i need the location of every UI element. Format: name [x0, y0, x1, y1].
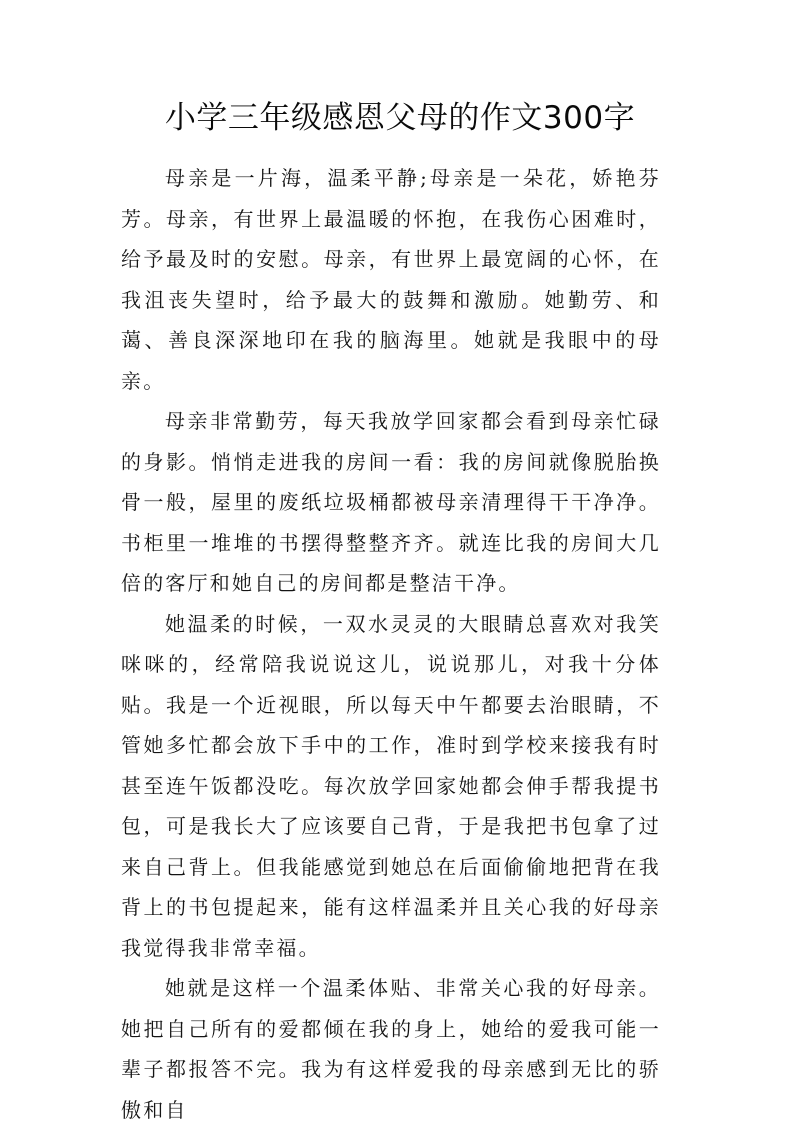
document-body	[121, 158, 661, 1130]
document-title: 小学三年级感恩父母的作文300字	[164, 100, 636, 136]
paragraph-4: 她就是这样一个温柔体贴、非常关心我的好母亲。她把自己所有的爱都倾在我的身上，她给的爱我可能一辈子都报答不完。我为有这样爱我的母亲感到无比的骄傲和自	[121, 976, 661, 1122]
paragraph-2: 母亲非常勤劳，每天我放学回家都会看到母亲忙碌的身影。悄悄走进我的房间一看：我的房间就像脱胎换骨一般，屋里的废纸垃圾桶都被母亲清理得干干净净。书柜里一堆堆的书摆得整整齐齐。就连比我的房间大几倍的客厅和她自己的房间都是整洁干净。	[121, 409, 661, 595]
paragraph-3: 她温柔的时候，一双水灵灵的大眼睛总喜欢对我笑咪咪的，经常陪我说说这儿，说说那儿，对我十分体贴。我是一个近视眼，所以每天中午都要去治眼睛，不管她多忙都会放下手中的工作，准时到学校来接我有时甚至连午饭都没吃。每次放学回家她都会伸手帮我提书包，可是我长大了应该要自己背，于是我把书包拿了过来自己背上。但我能感觉到她总在后面偷偷地把背在我背上的书包提起来，能有这样温柔并且关心我的好母亲我觉得我非常幸福。	[121, 611, 661, 960]
paragraph-1: 母亲是一片海，温柔平静;母亲是一朵花，娇艳芬芳。母亲，有世界上最温暖的怀抱，在我伤心困难时，给予最及时的安慰。母亲，有世界上最宽阔的心怀，在我沮丧失望时，给予最大的鼓舞和激励。她勤劳、和蔼、善良深深地印在我的脑海里。她就是我眼中的母亲。	[121, 166, 661, 393]
